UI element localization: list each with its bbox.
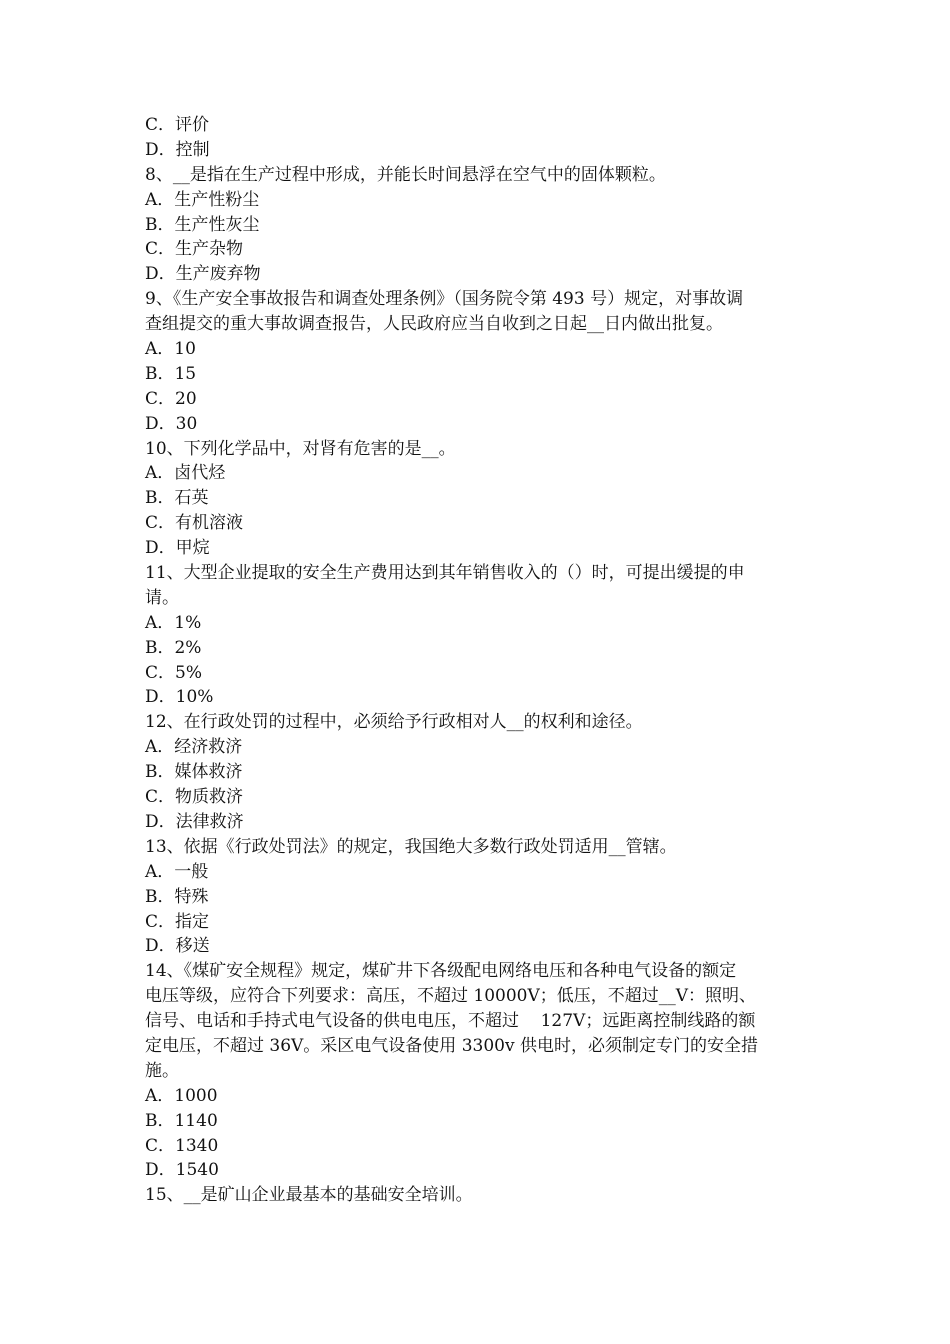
- option-line: D．30: [145, 413, 198, 434]
- document-body: [145, 113, 815, 1208]
- option-line: B．2%: [145, 637, 202, 658]
- question-text: 查组提交的重大事故调查报告，人民政府应当自收到之日起__日内做出批复。: [145, 314, 723, 335]
- question-text: 12、在行政处罚的过程中，必须给予行政相对人__的权利和途径。: [145, 712, 643, 733]
- question-text: 施。: [145, 1060, 179, 1081]
- question-text: 9、《生产安全事故报告和调查处理条例》（国务院令第 493 号）规定，对事故调: [145, 289, 744, 310]
- option-line: C．有机溶液: [145, 513, 244, 534]
- option-line: A．卤代烃: [145, 463, 226, 484]
- question-text: 定电压，不超过 36V。采区电气设备使用 3300v 供电时，必须制定专门的安全措: [145, 1035, 758, 1056]
- option-line: A．一般: [145, 861, 209, 882]
- option-line: C．指定: [145, 911, 210, 932]
- question-text: 15、__是矿山企业最基本的基础安全培训。: [145, 1185, 473, 1206]
- option-line: B．1140: [145, 1110, 218, 1131]
- option-line: C．生产杂物: [145, 239, 244, 260]
- option-line: B．生产性灰尘: [145, 214, 260, 235]
- option-line: A．生产性粉尘: [145, 189, 260, 210]
- option-line: D．移送: [145, 936, 210, 957]
- question-text: 8、__是指在生产过程中形成，并能长时间悬浮在空气中的固体颗粒。: [145, 164, 666, 185]
- option-line: C．5%: [145, 662, 202, 683]
- option-line: A．1000: [145, 1085, 218, 1106]
- question-text: 13、依据《行政处罚法》的规定，我国绝大多数行政处罚适用__管辖。: [145, 836, 677, 857]
- question-text: 请。: [145, 587, 179, 608]
- option-line: B．媒体救济: [145, 762, 243, 783]
- text-line: C．评价: [145, 115, 210, 135]
- question-text: 10、下列化学品中，对肾有危害的是__。: [145, 438, 456, 459]
- option-line: D．10%: [145, 687, 214, 708]
- option-line: C．20: [145, 388, 197, 409]
- option-line: D．生产废弃物: [145, 264, 261, 285]
- question-text: 信号、电话和手持式电气设备的供电电压，不超过 127V；远距离控制线路的额: [145, 1011, 756, 1032]
- option-line: D．法律救济: [145, 811, 244, 832]
- option-line: A．10: [145, 339, 196, 360]
- option-line: C．1340: [145, 1135, 219, 1156]
- option-line: B．特殊: [145, 886, 209, 907]
- option-line: D．1540: [145, 1160, 219, 1181]
- question-text: 电压等级，应符合下列要求：高压，不超过 10000V；低压，不超过__V：照明、: [145, 986, 757, 1007]
- question-text: 14、《煤矿安全规程》规定，煤矿井下各级配电网络电压和各种电气设备的额定: [145, 961, 737, 982]
- question-text: 11、大型企业提取的安全生产费用达到其年销售收入的（）时，可提出缓提的申: [145, 563, 745, 584]
- option-line: D．甲烷: [145, 538, 210, 559]
- option-line: B．石英: [145, 488, 209, 509]
- option-line: B．15: [145, 363, 197, 384]
- option-line: C．物质救济: [145, 787, 244, 808]
- option-line: A．1%: [145, 612, 202, 633]
- text-line: D．控制: [145, 139, 210, 160]
- option-line: A．经济救济: [145, 737, 243, 758]
